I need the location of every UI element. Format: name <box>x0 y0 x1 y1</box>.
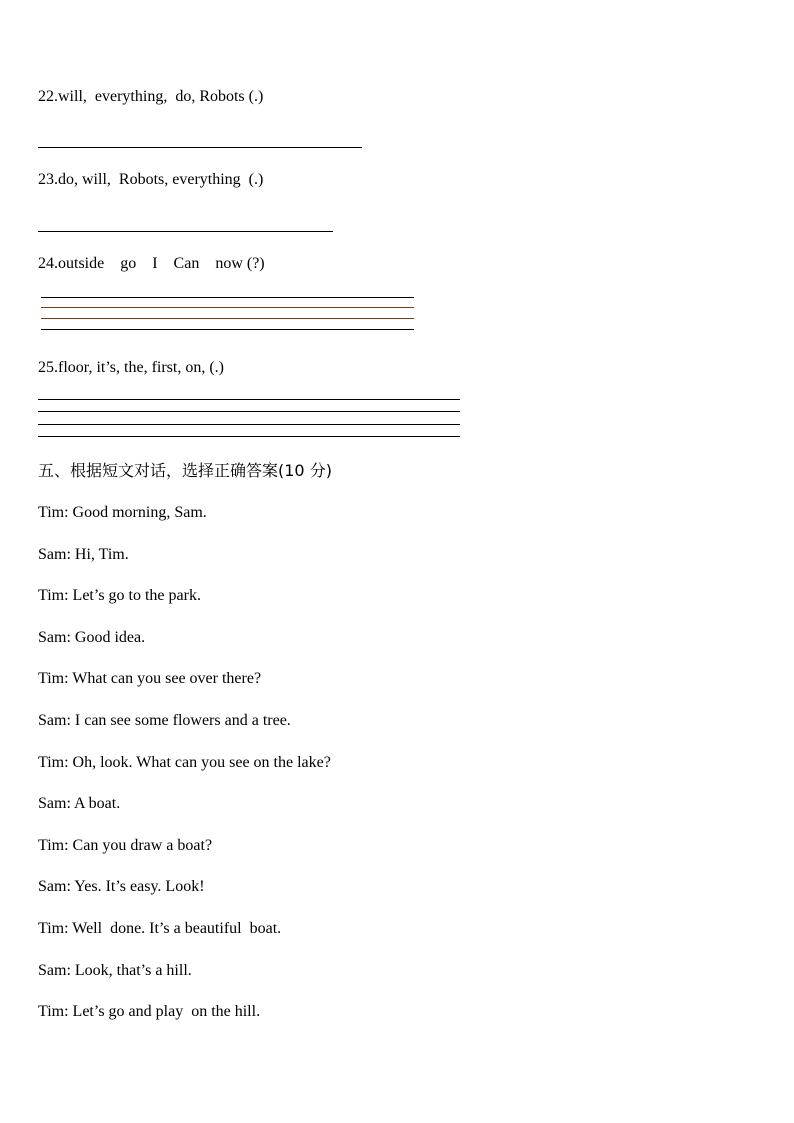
writing-line <box>41 318 414 319</box>
question-23 <box>38 170 263 190</box>
writing-line <box>38 411 460 412</box>
question-words: will, everything, do, Robots (.) <box>58 88 264 105</box>
question-24 <box>38 254 265 274</box>
question-25 <box>38 358 224 378</box>
dialogue-line: Tim: Oh, look. What can you see on the lake? <box>38 754 331 771</box>
writing-line <box>38 424 460 425</box>
dialogue-line: Sam: Look, that’s a hill. <box>38 962 192 979</box>
dialogue-line: Sam: A boat. <box>38 795 121 812</box>
dialogue-line: Tim: Let’s go and play on the hill. <box>38 1003 261 1020</box>
dialogue-line: Tim: Can you draw a boat? <box>38 837 213 854</box>
question-number: 24. <box>38 255 58 272</box>
dialogue-line: Tim: Let’s go to the park. <box>38 587 201 604</box>
dialogue-line: Sam: Yes. It’s easy. Look! <box>38 878 205 895</box>
dialogue-line: Tim: Well done. It’s a beautiful boat. <box>38 920 282 937</box>
question-number: 23. <box>38 171 58 188</box>
dialogue-line: Sam: Good idea. <box>38 629 146 646</box>
writing-line <box>41 307 414 308</box>
dialogue-line: Sam: I can see some flowers and a tree. <box>38 712 291 729</box>
writing-line <box>38 436 460 437</box>
question-22 <box>38 87 263 107</box>
answer-line[interactable] <box>38 231 333 232</box>
question-number: 22. <box>38 88 58 105</box>
question-words: outside go I Can now (?) <box>58 255 265 272</box>
question-words: floor, it’s, the, first, on, (.) <box>58 359 224 376</box>
dialogue-line: Tim: Good morning, Sam. <box>38 504 207 521</box>
writing-line <box>38 399 460 400</box>
dialogue-line: Tim: What can you see over there? <box>38 670 262 687</box>
writing-line <box>41 329 414 330</box>
question-number: 25. <box>38 359 58 376</box>
answer-line[interactable] <box>38 147 362 148</box>
question-words: do, will, Robots, everything (.) <box>58 171 264 188</box>
section-heading: 五、根据短文对话，选择正确答案(10 分) <box>38 461 332 480</box>
dialogue-line: Sam: Hi, Tim. <box>38 546 129 563</box>
writing-line <box>41 297 414 298</box>
